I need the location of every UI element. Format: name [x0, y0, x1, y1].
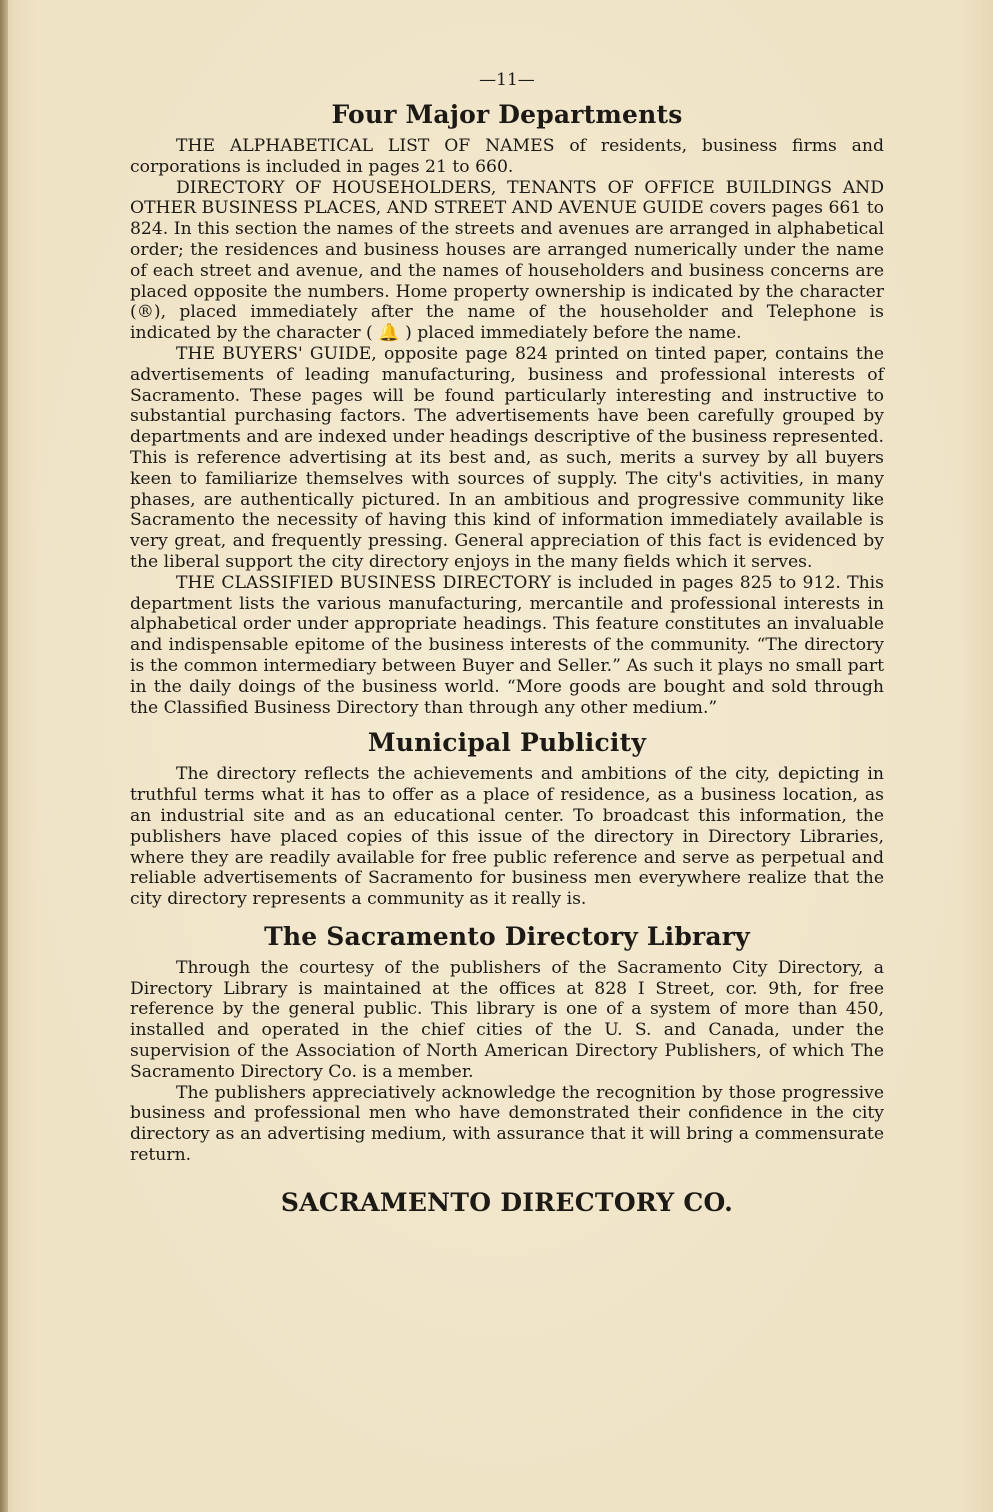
page-binding-edge	[0, 0, 8, 1512]
paragraph-householders-directory: DIRECTORY OF HOUSEHOLDERS, TENANTS OF OFFICE BUILDINGS AND OTHER BUSINESS PLACES, AND STREET AND AVENUE GUIDE covers pages 661 to 824. In this section the names of the streets and avenues are arranged in alphabetical order; the residences and business houses are arranged numerically under the name of each street and avenue, and the names of householders and business concerns are placed opposite the numbers. Home property ownership is indicated by the character (®), placed immediately after the name of the householder and Telephone is indicated by the character ( 🔔 ) placed immediately before the name.	[130, 177, 884, 344]
publisher-signature: SACRAMENTO DIRECTORY CO.	[280, 1187, 734, 1217]
section-directory-library	[130, 922, 884, 1166]
paragraph-publishers-acknowledge: The publishers appreciatively acknowledge the recognition by those progressive business and professional men who have demonstrated their confidence in the city directory as an advertising medium, with assurance that it will bring a commensurate return.	[130, 1082, 884, 1166]
section-heading: Four Major Departments	[331, 100, 683, 129]
section-heading: Municipal Publicity	[367, 728, 647, 758]
page-number: —11—	[479, 70, 535, 90]
paragraph-buyers-guide: THE BUYERS' GUIDE, opposite page 824 printed on tinted paper, contains the advertisements of leading manufacturing, business and professional interests of Sacramento. These pages will be found particularly interesting and instructive to substantial purchasing factors. The advertisements have been carefully grouped by departments and are indexed under headings descriptive of the business represented. This is reference advertising at its best and, as such, merits a survey by all buyers keen to familiarize themselves with sources of supply. The city's activities, in many phases, are authentically pictured. In an ambitious and progressive community like Sacramento the necessity of having this kind of information immediately available is very great, and frequently pressing. General appreciation of this fact is evidenced by the liberal support the city directory enjoys in the many fields which it serves.	[130, 343, 884, 572]
section-heading: The Sacramento Directory Library	[264, 921, 750, 951]
section-four-major-departments	[130, 100, 884, 718]
section-municipal-publicity	[130, 728, 884, 910]
paragraph-library-courtesy: Through the courtesy of the publishers of the Sacramento City Directory, a Directory Library is maintained at the offices at 828 I Street, cor. 9th, for free reference by the general public. This library is one of a system of more than 450, installed and operated in the chief cities of the U. S. and Canada, under the supervision of the Association of North American Directory Publishers, of which The Sacramento Directory Co. is a member.	[130, 957, 884, 1082]
page-content	[130, 70, 884, 1217]
paragraph-municipal-publicity: The directory reflects the achievements and ambitions of the city, depicting in truthful terms what it has to offer as a place of residence, as a business location, as an industrial site and as an educational center. To broadcast this information, the publishers have placed copies of this issue of the directory in Directory Libraries, where they are readily available for free public reference and serve as perpetual and reliable advertisements of Sacramento for business men everywhere realize that the city directory represents a community as it really is.	[130, 764, 884, 910]
paragraph-classified-directory: THE CLASSIFIED BUSINESS DIRECTORY is included in pages 825 to 912. This department lists the various manufacturing, mercantile and professional interests in alphabetical order under appropriate headings. This feature constitutes an invaluable and indispensable epitome of the business interests of the community. “The directory is the common intermediary between Buyer and Seller.” As such it plays no small part in the daily doings of the business world. “More goods are bought and sold through the Classified Business Directory than through any other medium.”	[130, 572, 884, 718]
paragraph-alphabetical-list: THE ALPHABETICAL LIST OF NAMES of residents, business firms and corporations is included in pages 21 to 660.	[130, 136, 884, 177]
